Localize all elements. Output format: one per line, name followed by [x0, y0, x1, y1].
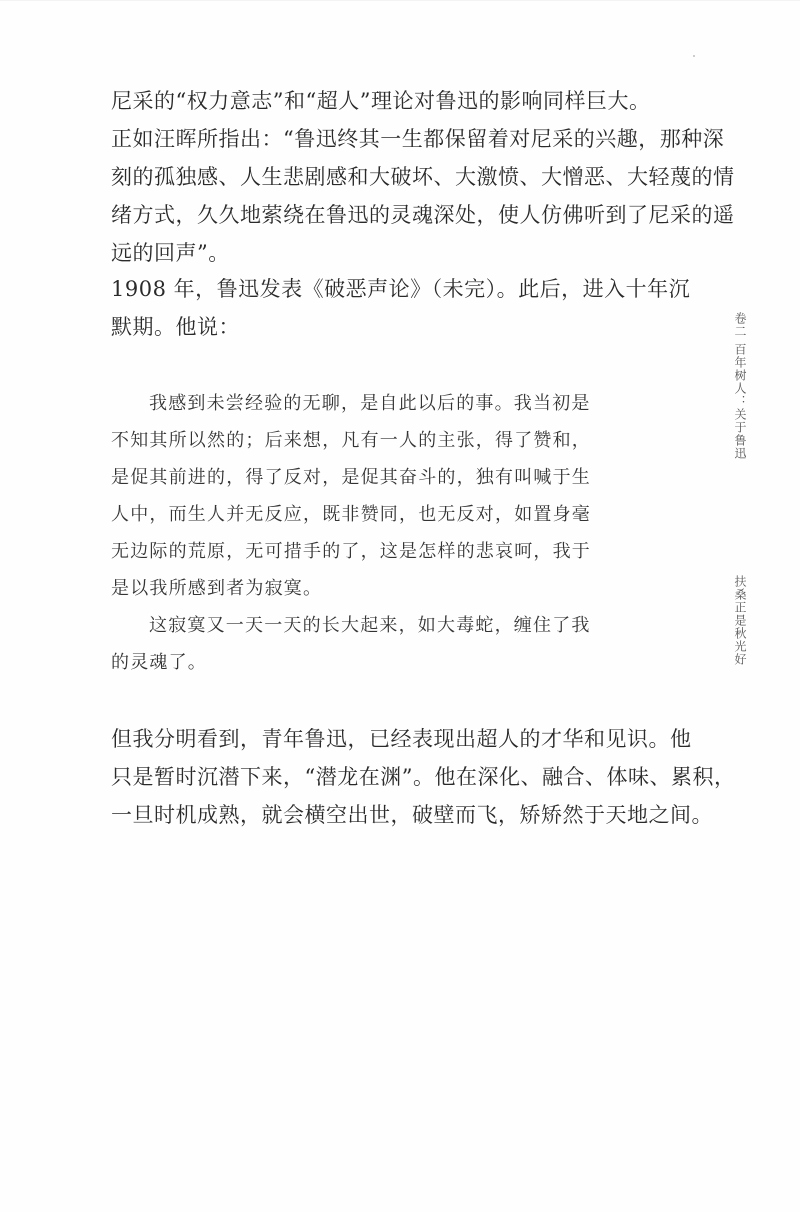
text-line: 远的回声”。	[111, 241, 230, 265]
quote-line: 不知其所以然的；后来想，凡有一人的主张，得了赞和，	[111, 430, 591, 451]
quote-line: 我感到未尝经验的无聊，是自此以后的事。我当初是	[149, 393, 591, 414]
quote-line: 是以我所感到者为寂寞。	[111, 578, 323, 599]
section-title: 扶桑正是秋光好	[733, 575, 747, 666]
paragraph-young-luxun	[111, 720, 736, 834]
quote-line: 是促其前进的，得了反对，是促其奋斗的，独有叫喊于生	[111, 467, 591, 488]
text-line: 刻的孤独感、人生悲剧感和大破坏、大激愤、大憎恶、大轻蔑的情	[111, 165, 735, 189]
page-edge	[0, 0, 800, 1]
text-line: 一旦时机成熟，就会横空出世，破壁而飞，矫矫然于天地之间。	[111, 803, 713, 827]
quote-line: 人中，而生人并无反应，既非赞同，也无反对，如置身毫	[111, 504, 591, 525]
text-line: 绪方式，久久地萦绕在鲁迅的灵魂深处，使人仿佛听到了尼采的遥	[111, 203, 735, 227]
quote-line: 无边际的荒原，无可措手的了，这是怎样的悲哀呵，我于	[111, 541, 591, 562]
running-head: 卷二 百年树人：关于鲁迅	[733, 312, 747, 460]
paragraph-1908	[111, 270, 691, 346]
scan-speck	[693, 55, 695, 57]
text-line: 1908 年，鲁迅发表《破恶声论》（未完）。此后，进入十年沉	[111, 277, 691, 301]
text-line: 尼采的“权力意志”和“超人”理论对鲁迅的影响同样巨大。	[111, 89, 651, 113]
block-quote	[111, 385, 631, 681]
quote-line: 这寂寞又一天一天的长大起来，如大毒蛇，缠住了我	[149, 615, 591, 636]
quote-line: 的灵魂了。	[111, 652, 207, 673]
text-line: 默期。他说：	[111, 315, 240, 339]
text-line: 只是暂时沉潜下来，“潜龙在渊”。他在深化、融合、体味、累积，	[111, 765, 736, 789]
text-line: 正如汪晖所指出：“鲁迅终其一生都保留着对尼采的兴趣，那种深	[111, 127, 725, 151]
paragraph-nietzsche	[111, 82, 735, 272]
text-line: 但我分明看到，青年鲁迅，已经表现出超人的才华和见识。他	[111, 727, 692, 751]
